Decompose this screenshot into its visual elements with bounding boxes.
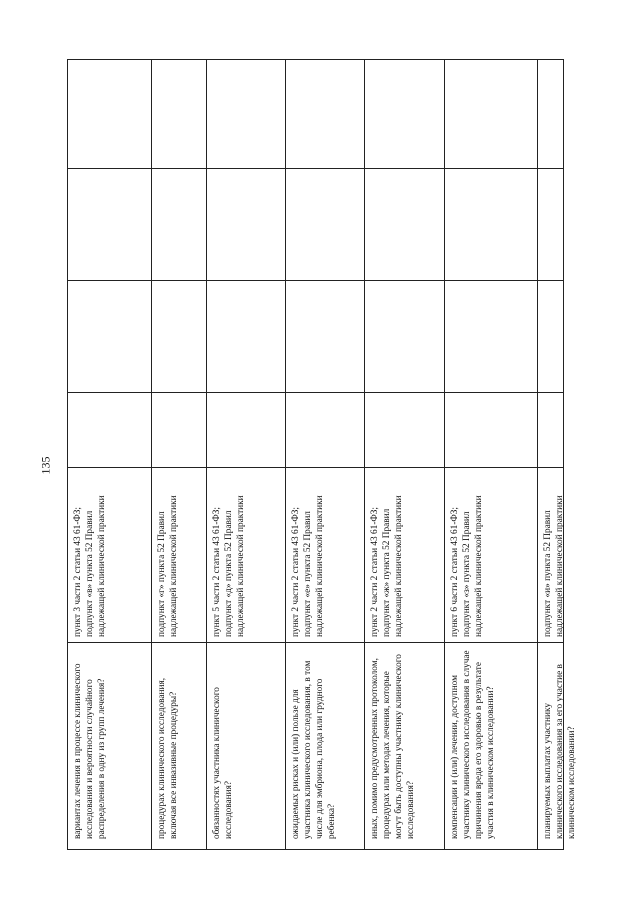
reference-cell: пункт 2 части 2 статьи 43 61-ФЗ; подпункт «ж» пункта 52 Правил надлежащей клинической практики xyxy=(365,468,444,643)
checklist-table-frame xyxy=(67,59,578,850)
empty-cell xyxy=(207,281,285,393)
question-cell: компенсации и (или) лечении, доступном участнику клинического исследования в случае причинения вреда его здоровью в результате участия в клиническом исследовании? xyxy=(445,643,537,850)
reference-cell: пункт 5 части 2 статьи 43 61-ФЗ; подпункт «д» пункта 52 Правил надлежащей клинической практики xyxy=(207,468,285,643)
empty-cell xyxy=(68,169,151,281)
empty-cell xyxy=(445,169,537,281)
reference-cell: подпункт «г» пункта 52 Правил надлежащей клинической практики xyxy=(152,468,206,643)
empty-cell xyxy=(365,169,444,281)
empty-cell xyxy=(207,59,285,169)
table-row xyxy=(67,59,151,850)
empty-cell xyxy=(445,281,537,393)
table-row xyxy=(444,59,537,850)
empty-cell xyxy=(152,169,206,281)
empty-cell xyxy=(286,169,364,281)
question-cell: процедурах клинического исследования, включая все инвазивные процедуры? xyxy=(152,643,206,850)
reference-cell: пункт 3 части 2 статьи 43 61-ФЗ; подпункт «в» пункта 52 Правил надлежащей клинической практики xyxy=(68,468,151,643)
empty-cell xyxy=(152,281,206,393)
empty-cell xyxy=(286,59,364,169)
question-cell: планируемых выплатах участнику клинического исследования за его участие в клиническом исследовании? xyxy=(538,643,563,850)
empty-cell xyxy=(445,59,537,169)
empty-cell xyxy=(152,393,206,468)
checklist-table xyxy=(67,59,578,850)
table-row xyxy=(537,59,578,850)
empty-cell xyxy=(152,59,206,169)
question-cell: ожидаемых рисках и (или) пользе для участника клинического исследования, в том числе для эмбриона, плода или грудного ребенка? xyxy=(286,643,364,850)
empty-cell xyxy=(207,393,285,468)
reference-cell: пункт 6 части 2 статьи 43 61-ФЗ; подпункт «з» пункта 52 Правил надлежащей клинической практики xyxy=(445,468,537,643)
empty-cell xyxy=(286,281,364,393)
table-row xyxy=(206,59,285,850)
question-cell: иных, помимо предусмотренных протоколом, процедурах или методах лечения, которые могут быть доступны участнику клинического исследования? xyxy=(365,643,444,850)
empty-cell xyxy=(538,59,563,169)
reference-cell: подпункт «и» пункта 52 Правил надлежащей клинической практики xyxy=(538,468,563,643)
question-cell: обязанностях участника клинического исследования? xyxy=(207,643,285,850)
page-number: 135 xyxy=(38,456,53,475)
empty-cell xyxy=(538,393,563,468)
empty-cell xyxy=(68,59,151,169)
table-row xyxy=(285,59,364,850)
empty-cell xyxy=(286,393,364,468)
empty-cell xyxy=(538,169,563,281)
table-row xyxy=(151,59,206,850)
empty-cell xyxy=(365,393,444,468)
reference-cell: пункт 2 части 2 статьи 43 61-ФЗ; подпункт «е» пункта 52 Правил надлежащей клинической практики xyxy=(286,468,364,643)
empty-cell xyxy=(538,281,563,393)
question-cell: вариантах лечения в процессе клинического исследования и вероятности случайного распределения в одну из групп лечения? xyxy=(68,643,151,850)
empty-cell xyxy=(207,169,285,281)
empty-cell xyxy=(68,393,151,468)
empty-cell xyxy=(365,281,444,393)
empty-cell xyxy=(445,393,537,468)
table-row xyxy=(364,59,444,850)
empty-cell xyxy=(365,59,444,169)
empty-cell xyxy=(68,281,151,393)
